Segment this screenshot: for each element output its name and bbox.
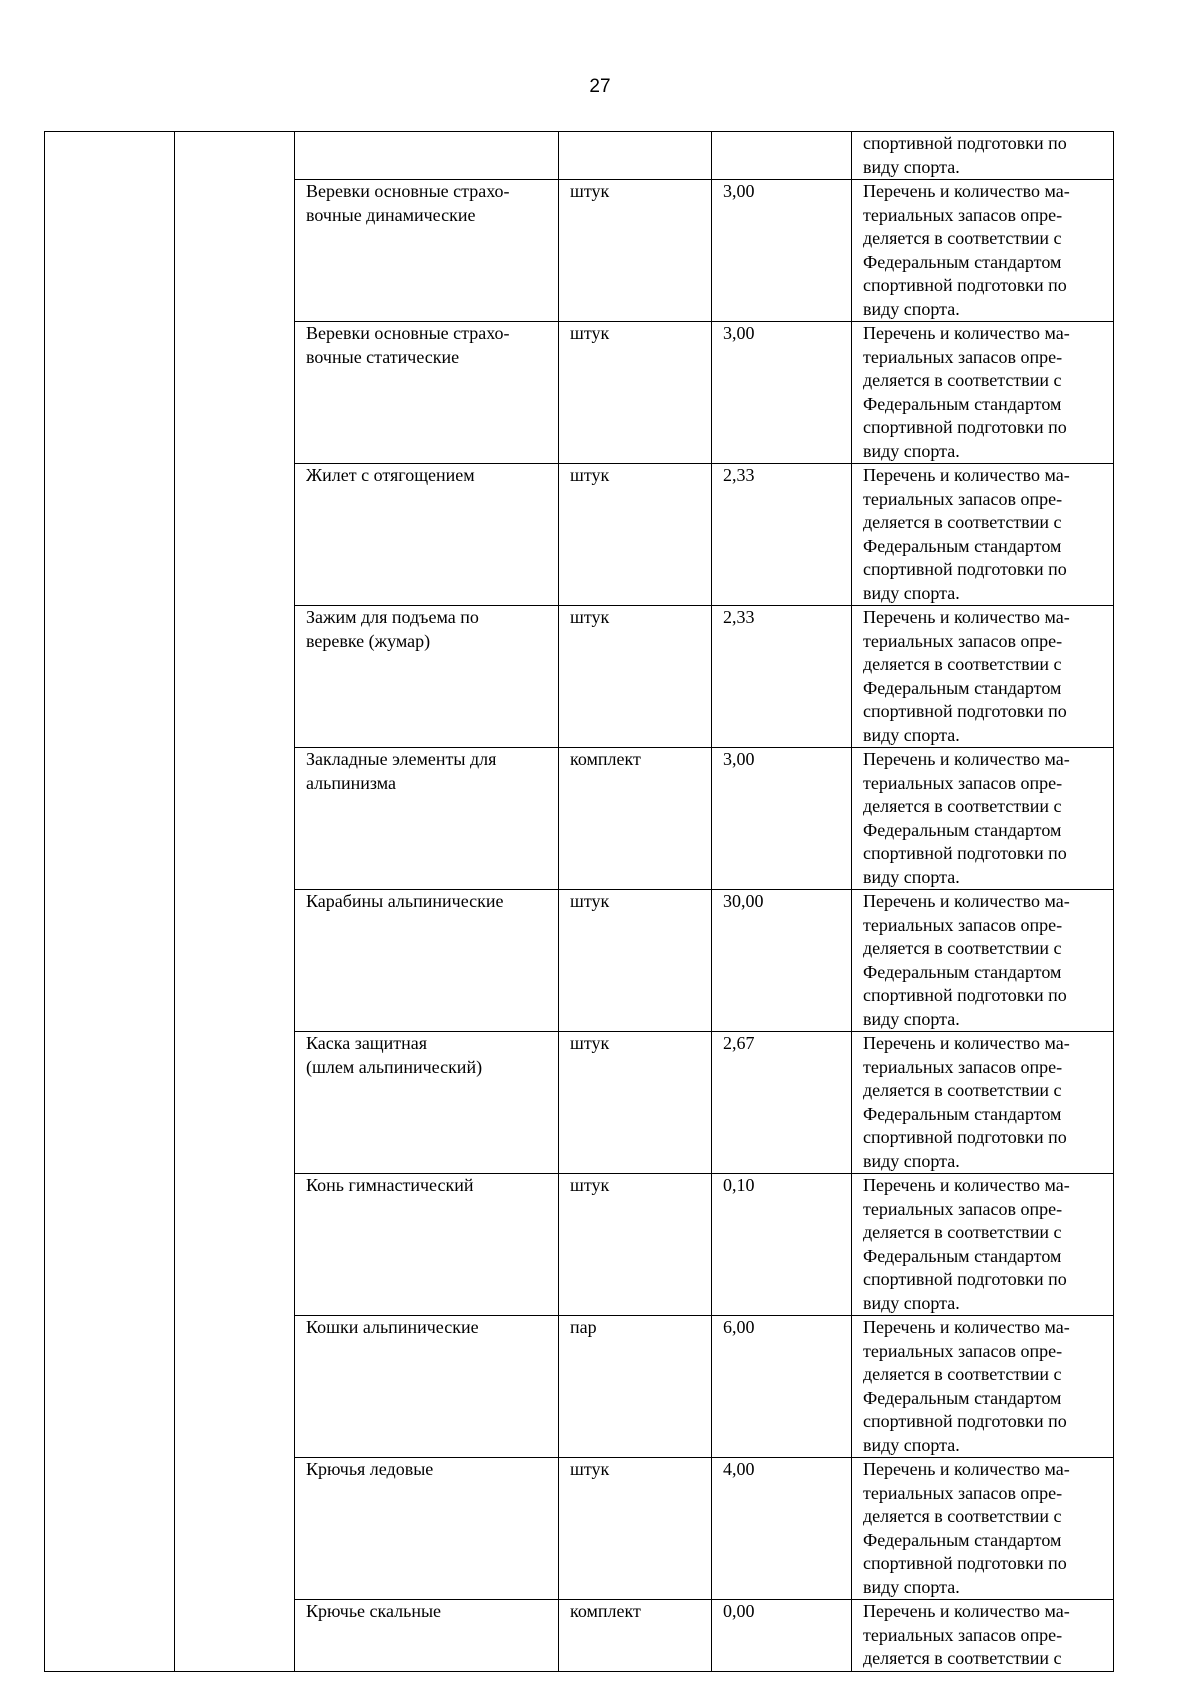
equipment-table [44, 131, 1114, 1672]
quantity-cell: 3,00 [712, 180, 852, 322]
quantity-cell: 0,00 [712, 1600, 852, 1672]
unit-cell: штук [559, 1032, 712, 1174]
quantity-cell: 4,00 [712, 1458, 852, 1600]
item-name-cell: Карабины альпинические [295, 890, 559, 1032]
item-name-cell [295, 132, 559, 180]
note-cell: Перечень и количество ма-териальных запасов опре-деляется в соответствии с Федеральным стандартом спортивной подготовки по виду спорта. [852, 180, 1114, 322]
note-cell: Перечень и количество ма-териальных запасов опре-деляется в соответствии с Федеральным стандартом спортивной подготовки по виду спорта. [852, 890, 1114, 1032]
quantity-cell: 2,33 [712, 464, 852, 606]
unit-cell: штук [559, 606, 712, 748]
quantity-cell: 3,00 [712, 322, 852, 464]
unit-cell: штук [559, 890, 712, 1032]
table-row-continuation [45, 132, 1114, 180]
unit-cell [559, 132, 712, 180]
unit-cell: штук [559, 322, 712, 464]
unit-cell: пар [559, 1316, 712, 1458]
continuation-note: спортивной подготовки по виду спорта. [863, 133, 1067, 177]
item-name-cell: Жилет с отягощением [295, 464, 559, 606]
item-name-cell: Кошки альпинические [295, 1316, 559, 1458]
unit-cell: штук [559, 180, 712, 322]
quantity-cell: 30,00 [712, 890, 852, 1032]
item-name-cell: Каска защитная (шлем альпинический) [295, 1032, 559, 1174]
unit-cell: комплект [559, 1600, 712, 1672]
item-name-cell: Крючья ледовые [295, 1458, 559, 1600]
quantity-cell: 2,67 [712, 1032, 852, 1174]
item-name-cell: Крючье скальные [295, 1600, 559, 1672]
note-cell: Перечень и количество ма-териальных запасов опре-деляется в соответствии с [852, 1600, 1114, 1672]
note-cell: Перечень и количество ма-териальных запасов опре-деляется в соответствии с Федеральным стандартом спортивной подготовки по виду спорта. [852, 1316, 1114, 1458]
merged-cell-col1 [45, 132, 175, 1672]
item-name-cell: Зажим для подъема по веревке (жумар) [295, 606, 559, 748]
item-name-cell: Веревки основные страхо- вочные статические [295, 322, 559, 464]
item-name-cell: Закладные элементы для альпинизма [295, 748, 559, 890]
page-number: 27 [589, 76, 611, 97]
item-name-cell: Веревки основные страхо- вочные динамические [295, 180, 559, 322]
note-cell: Перечень и количество ма-териальных запасов опре-деляется в соответствии с Федеральным стандартом спортивной подготовки по виду спорта. [852, 322, 1114, 464]
note-cell: Перечень и количество ма-териальных запасов опре-деляется в соответствии с Федеральным стандартом спортивной подготовки по виду спорта. [852, 464, 1114, 606]
quantity-cell: 2,33 [712, 606, 852, 748]
unit-cell: штук [559, 1458, 712, 1600]
note-cell [852, 132, 1114, 180]
unit-cell: комплект [559, 748, 712, 890]
quantity-cell: 3,00 [712, 748, 852, 890]
quantity-cell: 6,00 [712, 1316, 852, 1458]
note-cell: Перечень и количество ма-териальных запасов опре-деляется в соответствии с Федеральным стандартом спортивной подготовки по виду спорта. [852, 748, 1114, 890]
quantity-cell: 0,10 [712, 1174, 852, 1316]
note-cell: Перечень и количество ма-териальных запасов опре-деляется в соответствии с Федеральным стандартом спортивной подготовки по виду спорта. [852, 1032, 1114, 1174]
unit-cell: штук [559, 1174, 712, 1316]
merged-cell-col2 [175, 132, 295, 1672]
note-cell: Перечень и количество ма-териальных запасов опре-деляется в соответствии с Федеральным стандартом спортивной подготовки по виду спорта. [852, 1458, 1114, 1600]
quantity-cell [712, 132, 852, 180]
item-name-cell: Конь гимнастический [295, 1174, 559, 1316]
note-cell: Перечень и количество ма-териальных запасов опре-деляется в соответствии с Федеральным стандартом спортивной подготовки по виду спорта. [852, 606, 1114, 748]
unit-cell: штук [559, 464, 712, 606]
note-cell: Перечень и количество ма-териальных запасов опре-деляется в соответствии с Федеральным стандартом спортивной подготовки по виду спорта. [852, 1174, 1114, 1316]
